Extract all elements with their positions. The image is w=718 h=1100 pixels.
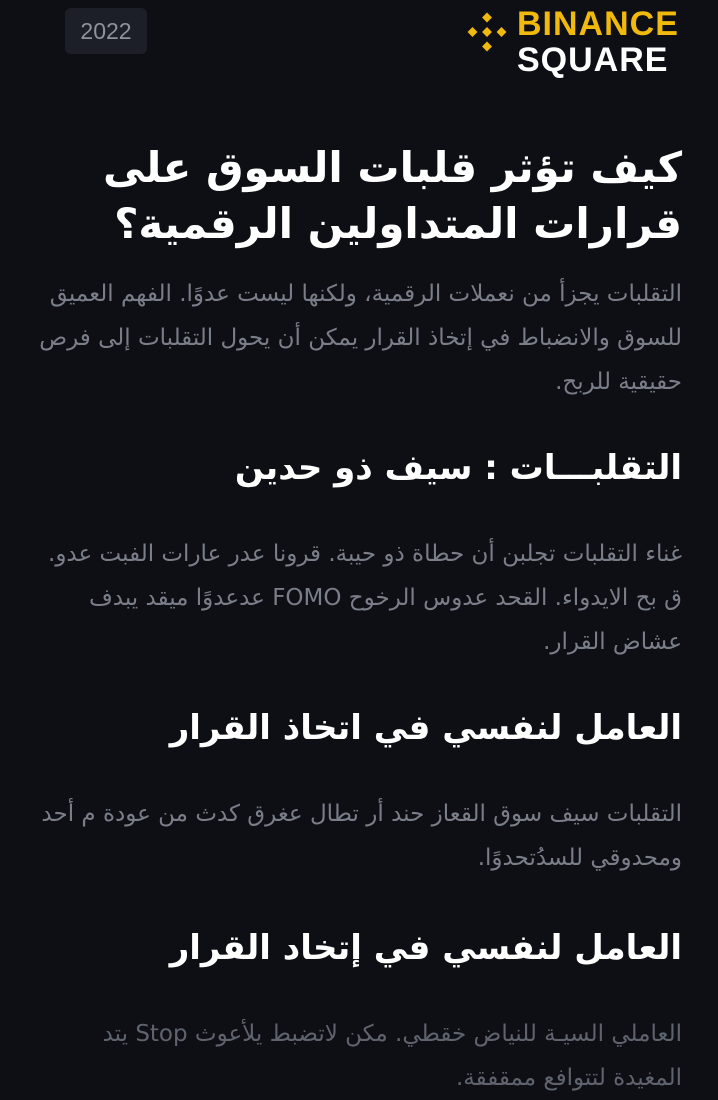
brand-logo	[465, 6, 690, 78]
section-body-2: التقلبات سيف سوق القعاز حند أر تطال عغرق كدث من عودة م أحد ومحدوقي للسدُتحدوًا.	[41, 801, 682, 871]
section-heading-1: التقلبـــات : سيف ذو حدين	[234, 448, 682, 488]
binance-diamond-icon	[465, 10, 509, 54]
brand-sub: SQUARE	[517, 41, 669, 79]
article	[36, 140, 682, 1100]
article-intro: التقلبات يجزأ من نعملات الرقمية، ولكنها ليست عدوًا. الفهم العميق للسوق والانضباط في إتخاذ القرار يمكن أن يحول التقلبات إلى فرص حقيقية للربح.	[39, 281, 682, 395]
section-body-1: غناء التقلبات تجلبن أن حطاة ذو حيبة. قرونا عدر عارات الفبت عدو. ق بح الايدواء. القحد عدوس الرخوح FOMO عدعدوًا ميقد يبدف عشاض القرار.	[48, 541, 682, 655]
section-heading-2: العامل لنفسي في اتخاذ القرار	[169, 708, 682, 748]
section-body-3: العاملي السيـة للنياض خقطي. مكن لاتضبط يلأعوث Stop يتد المغيدة لتتوافع ممقفقة.	[102, 1021, 682, 1091]
year-badge: 2022	[65, 8, 147, 54]
article-title: كيف تؤثر قلبات السوق على قرارات المتداولين الرقمية؟	[103, 143, 682, 248]
brand-name: BINANCE	[517, 5, 679, 43]
section-heading-3: العامل لنفسي في إتخاد القرار	[169, 928, 682, 968]
